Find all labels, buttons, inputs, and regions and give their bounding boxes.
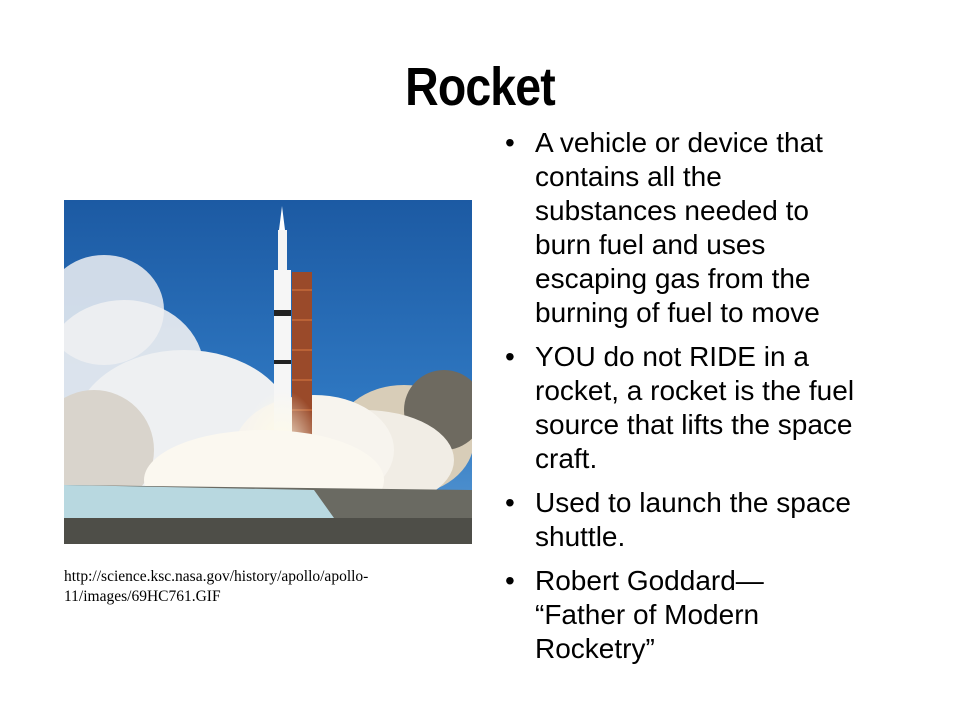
bullet-line: Rocketry”	[535, 633, 655, 664]
image-source-caption	[64, 567, 464, 607]
bullet-marker: •	[505, 487, 515, 518]
bullet-item	[505, 486, 915, 554]
bullet-line: YOU do not RIDE in a	[535, 341, 809, 372]
bullet-line: rocket, a rocket is the fuel	[535, 375, 855, 406]
rocket-launch-photo	[64, 200, 472, 544]
bullet-line: “Father of Modern	[535, 599, 760, 630]
bullet-item	[505, 126, 915, 330]
bullet-line: burn fuel and uses	[535, 229, 766, 260]
bullet-item	[505, 340, 915, 476]
bullet-line: substances needed to	[535, 195, 809, 226]
bullet-line: A vehicle or device that	[535, 127, 823, 158]
bullet-item	[505, 564, 915, 666]
bullet-marker: •	[505, 341, 515, 372]
caption-line: 11/images/69HC761.GIF	[64, 588, 221, 605]
bullet-line: Used to launch the space	[535, 487, 851, 518]
bullet-line: contains all the	[535, 161, 722, 192]
bullet-marker: •	[505, 565, 515, 596]
caption-line: http://science.ksc.nasa.gov/history/apollo/apollo-	[64, 568, 369, 585]
bullet-list	[505, 126, 915, 676]
bullet-marker: •	[505, 127, 515, 158]
bullet-line: source that lifts the space	[535, 409, 853, 440]
slide-title: Rocket	[405, 57, 555, 117]
bullet-line: Robert Goddard—	[535, 565, 764, 596]
bullet-line: burning of fuel to move	[535, 297, 820, 328]
bullet-line: craft.	[535, 443, 598, 474]
bullet-line: escaping gas from the	[535, 263, 811, 294]
bullet-line: shuttle.	[535, 521, 626, 552]
